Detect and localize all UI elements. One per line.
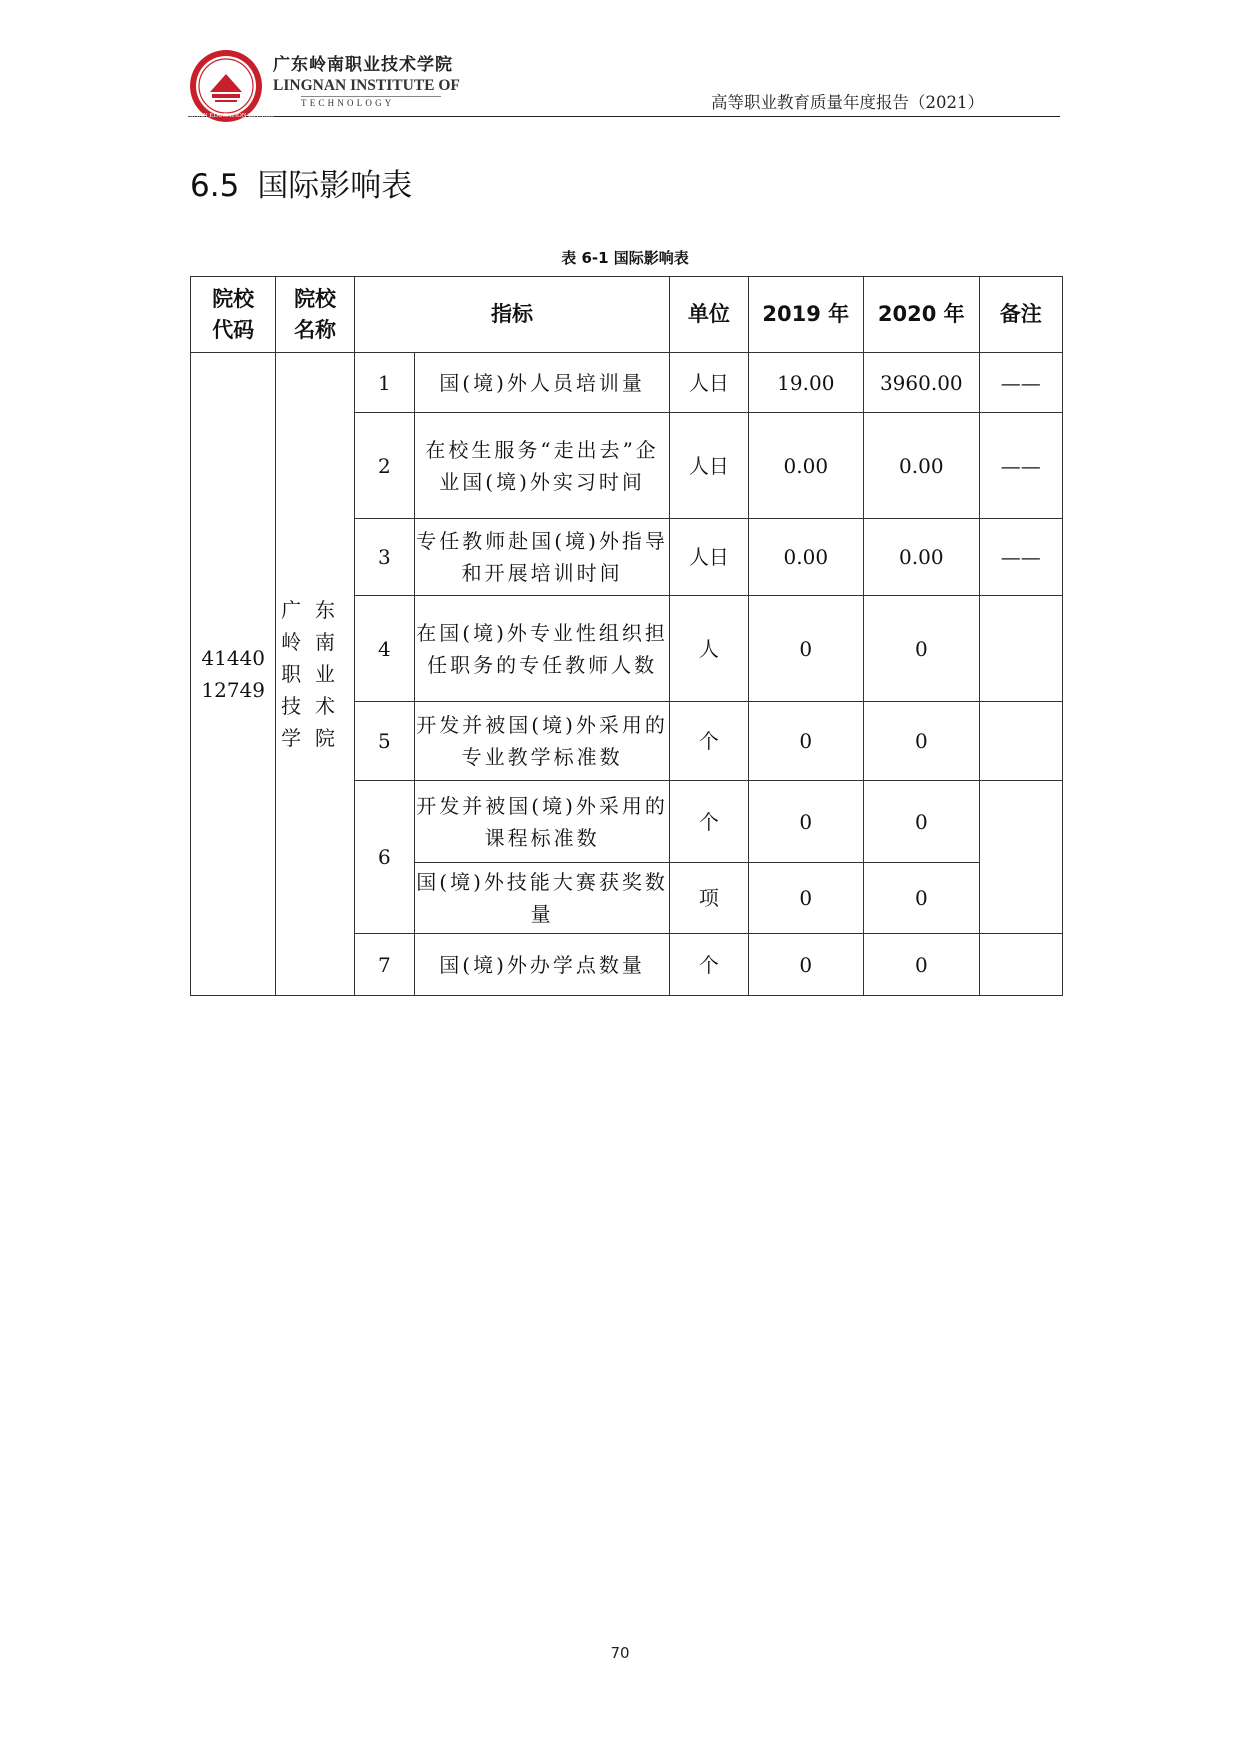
- row-number: 2: [354, 413, 414, 519]
- unit-cell: 人日: [670, 353, 748, 413]
- row-number: 1: [354, 353, 414, 413]
- header-unit: 单位: [670, 277, 748, 353]
- unit-cell: 个: [670, 702, 748, 781]
- section-heading: [190, 160, 412, 205]
- unit-cell: 项: [670, 863, 748, 934]
- value-2019-cell: 0: [748, 863, 864, 934]
- value-2020-cell: 0: [864, 934, 980, 996]
- brand-block: [273, 50, 460, 108]
- value-2019-cell: 19.00: [748, 353, 864, 413]
- unit-cell: 人: [670, 596, 748, 702]
- indicator-cell: 在校生服务“走出去”企业国(境)外实习时间: [415, 413, 670, 519]
- header-indicator: 指标: [354, 277, 669, 353]
- value-2019-cell: 0.00: [748, 519, 864, 596]
- note-cell: [979, 781, 1062, 934]
- table-header-row: [191, 277, 1063, 353]
- section-number: 6.5: [190, 168, 240, 204]
- note-cell: ——: [979, 519, 1062, 596]
- unit-cell: 人日: [670, 519, 748, 596]
- value-2019-cell: 0: [748, 596, 864, 702]
- value-2019-cell: 0: [748, 781, 864, 863]
- value-2020-cell: 0: [864, 863, 980, 934]
- row-number: 5: [354, 702, 414, 781]
- header-school-name: 院校 名称: [276, 277, 354, 353]
- unit-cell: 人日: [670, 413, 748, 519]
- row-number: 6: [354, 781, 414, 934]
- table-row: [191, 353, 1063, 413]
- row-number: 3: [354, 519, 414, 596]
- note-cell: [979, 702, 1062, 781]
- header-school-code: 院校 代码: [191, 277, 276, 353]
- school-name-cell: 广东 岭南 职业 技术 学院: [276, 353, 354, 996]
- unit-cell: 个: [670, 934, 748, 996]
- school-name-en: LINGNAN INSTITUTE OF: [273, 77, 460, 94]
- page-number: 70: [610, 1644, 630, 1662]
- header-2019: 2019 年: [748, 277, 864, 353]
- international-influence-table: [190, 276, 1063, 996]
- note-cell: ——: [979, 353, 1062, 413]
- indicator-cell: 在国(境)外专业性组织担任职务的专任教师人数: [415, 596, 670, 702]
- indicator-cell: 国(境)外办学点数量: [415, 934, 670, 996]
- table-caption: 表 6-1 国际影响表: [561, 249, 689, 267]
- value-2020-cell: 0: [864, 702, 980, 781]
- note-cell: ——: [979, 413, 1062, 519]
- note-cell: [979, 934, 1062, 996]
- unit-cell: 个: [670, 781, 748, 863]
- indicator-cell: 国(境)外人员培训量: [415, 353, 670, 413]
- school-name-en-sub: TECHNOLOGY: [301, 96, 441, 108]
- row-number: 7: [354, 934, 414, 996]
- logo-est-text: LINGNAN EDUCATION EST.1993: [178, 112, 274, 119]
- value-2020-cell: 3960.00: [864, 353, 980, 413]
- row-number: 4: [354, 596, 414, 702]
- school-code-cell: 41440 12749: [191, 353, 276, 996]
- value-2020-cell: 0.00: [864, 413, 980, 519]
- school-logo-icon: [178, 48, 274, 124]
- indicator-cell: 专任教师赴国(境)外指导和开展培训时间: [415, 519, 670, 596]
- value-2020-cell: 0.00: [864, 519, 980, 596]
- page-header: [178, 40, 1060, 119]
- section-title: 国际影响表: [257, 168, 413, 204]
- value-2019-cell: 0.00: [748, 413, 864, 519]
- report-title: 高等职业教育质量年度报告（2021）: [711, 93, 984, 112]
- value-2019-cell: 0: [748, 702, 864, 781]
- value-2020-cell: 0: [864, 781, 980, 863]
- indicator-cell: 开发并被国(境)外采用的课程标准数: [415, 781, 670, 863]
- value-2020-cell: 0: [864, 596, 980, 702]
- school-name-cn: 广东岭南职业技术学院: [273, 55, 453, 75]
- header-note: 备注: [979, 277, 1062, 353]
- value-2019-cell: 0: [748, 934, 864, 996]
- note-cell: [979, 596, 1062, 702]
- indicator-cell: 国(境)外技能大赛获奖数量: [415, 863, 670, 934]
- header-2020: 2020 年: [864, 277, 980, 353]
- indicator-cell: 开发并被国(境)外采用的专业教学标准数: [415, 702, 670, 781]
